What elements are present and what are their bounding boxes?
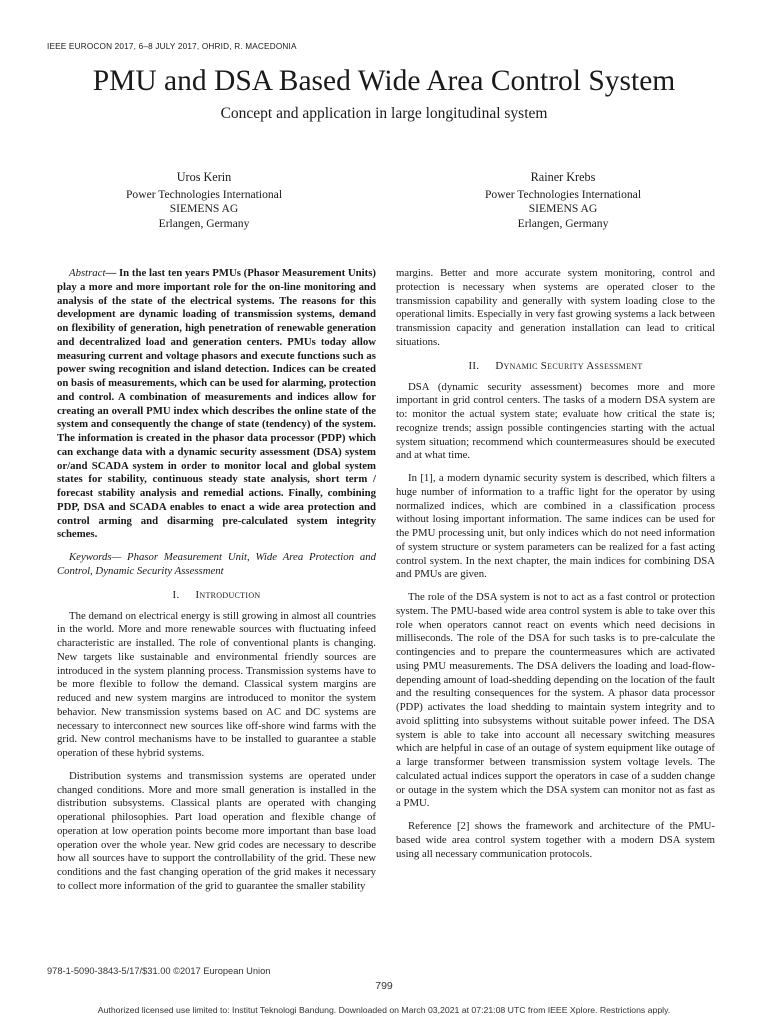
- paragraph: Reference [2] shows the framework and architecture of the PMU-based wide area control system together with a modern DSA system using all necessary communication protocols.: [396, 820, 715, 860]
- paragraph: In [1], a modern dynamic security system is described, which filters a huge number of information to a traffic light for the operator by using normalized indices, which are combined in a classification process without losing important information. The same indices can be used for the PMU processing unit, but only indices which do not need information of system structure or system parameters can be realized for a fast acting control system. In the next chapter, the main indices for combining DSA and PMUs are given.: [396, 472, 715, 581]
- right-column: [396, 267, 715, 870]
- paragraph: DSA (dynamic security assessment) becomes more and more important in grid control centers. The tasks of a modern DSA system are to: monitor the actual system state; evaluate how critical the state is; recognize trends; assign possible contingencies starting with the actual system situation; recommend which countermeasures should be executed and at what time.: [396, 380, 715, 462]
- paper-title: PMU and DSA Based Wide Area Control System: [92, 65, 676, 97]
- section-heading-introduction: [57, 588, 376, 602]
- section-number: I.: [172, 588, 180, 601]
- license-notice: Authorized licensed use limited to: Institut Teknologi Bandung. Downloaded on March 03,2021 at 07:21:08 UTC from IEEE Xplore. Restrictions apply.: [97, 1005, 671, 1015]
- author-location: Erlangen, Germany: [517, 216, 609, 230]
- left-column: [57, 267, 376, 903]
- section-number: II.: [468, 359, 480, 372]
- section-heading-dsa: [396, 359, 715, 373]
- author-name: Uros Kerin: [176, 170, 232, 184]
- author-organization: Power Technologies International: [484, 187, 642, 201]
- abstract: [57, 267, 376, 542]
- author-organization: Power Technologies International: [125, 187, 283, 201]
- author-company: SIEMENS AG: [169, 202, 239, 215]
- author-location: Erlangen, Germany: [158, 216, 250, 230]
- paragraph: The demand on electrical energy is still growing in almost all countries in the world. More and more renewable sources with fluctuating infeed characteristic are installed. The role of conventional plants is changing. New targets like sustainable and environmental friendly sources are introduced in the system planning process. Transmission systems have to be more flexible to follow the demand. Classical system margins are reduced and new system margins are introduced to monitor the system behavior. New transmission systems based on AC and DC systems are necessary to interconnect new sources like off-shore wind farms with the grid. New control mechanisms have to be installed to guarantee a stable operation of these hybrid systems.: [57, 609, 376, 759]
- paragraph-continued: margins. Better and more accurate system monitoring, control and protection is necessary when systems are operated closer to the transmission capability and generally with system loading close to the operational limits. Especially in very fast growing systems a lack between transmission capacity and generation installation can lead to critical situations.: [396, 267, 715, 348]
- abstract-text: — In the last ten years PMUs (Phasor Measurement Units) play a more and more important role for the on-line monitoring and analysis of the state of the electrical systems. The reasons for this development are dynamic loading of transmission systems, demand on flexibility of generation, high penetration of renewable generation and decentralized load and generation centers. PMUs today allow measuring current and voltage phasors and execute functions such as power swing recognition and island detection. Indices can be created on basis of measurements, which can be used for alarming, protection and control. A combination of measurements and indices allow for creating an overall PMU index which describes the online state of the system and consequently the change of state (tendency) of the system. The information is created in the phasor data processor (PDP) which can exchange data with a dynamic security assessment (DSA) system or/and SCADA system in order to monitor local and global system states for stability, continuous steady state analysis, short term / forecast stability analysis and remedial actions. Finally, combining PDP, DSA and SCADA enables to enact a wide area protection and control arming and disarming pre-calculated system integrity schemes.: [57, 267, 376, 541]
- keywords: [57, 551, 376, 579]
- section-title: Dynamic Security Assessment: [495, 359, 643, 372]
- author-block-1: [54, 170, 354, 231]
- author-block-2: [413, 170, 713, 231]
- section-title: Introduction: [195, 588, 261, 601]
- paper-subtitle: Concept and application in large longitudinal system: [220, 105, 548, 122]
- paragraph: Distribution systems and transmission systems are operated under changed conditions. More and more small generation is installed in the distribution subsystems. Classical plants are operated with changing operational philosophies. Part load operation and flexible change of operation at low operation points become more important than base load operation over the whole year. New grid codes are necessary to describe how all sources have to support the controllability of the grid. These new conditions and the fast changing operation of the grid makes it necessary to collect more information of the grid to guarantee the smaller stability: [57, 769, 376, 892]
- conference-header: IEEE EUROCON 2017, 6–8 JULY 2017, OHRID, R. MACEDONIA: [47, 42, 297, 51]
- keywords-label: Keywords: [69, 551, 112, 563]
- copyright-notice: 978-1-5090-3843-5/17/$31.00 ©2017 European Union: [47, 966, 271, 976]
- author-name: Rainer Krebs: [530, 170, 596, 184]
- keywords-text: — Phasor Measurement Unit, Wide Area Protection and Control, Dynamic Security Assessment: [57, 551, 376, 577]
- paragraph: The role of the DSA system is not to act as a fast control or protection system. The PMU-based wide area control system is able to take over this role when operators cannot react on events which need decisions in milliseconds. The role of the DSA for such tasks is to pre-calculate the contingencies and to prepare the countermeasures which are activated using PMU measurements. The DSA delivers the loading and load-flow-depending amount of load-shedding depending on the location of the fault and the resulting consequences for the system. A phasor data processor (PDP) activates the load shedding to maintain system integrity and to avoid splitting into subsystems without suitable power infeed. The DSA system is able to take into account all necessary switching measures which are helpful in case of an outage of system equipment like outage of a large transformer between transmission system voltage levels. The calculated actual indices support the operators in case of a sudden change or outage in the system which the DSA system can monitor not as fast as a PMU.: [396, 591, 715, 810]
- abstract-label: Abstract: [69, 267, 106, 279]
- author-company: SIEMENS AG: [528, 202, 598, 215]
- page-number: 799: [375, 980, 393, 992]
